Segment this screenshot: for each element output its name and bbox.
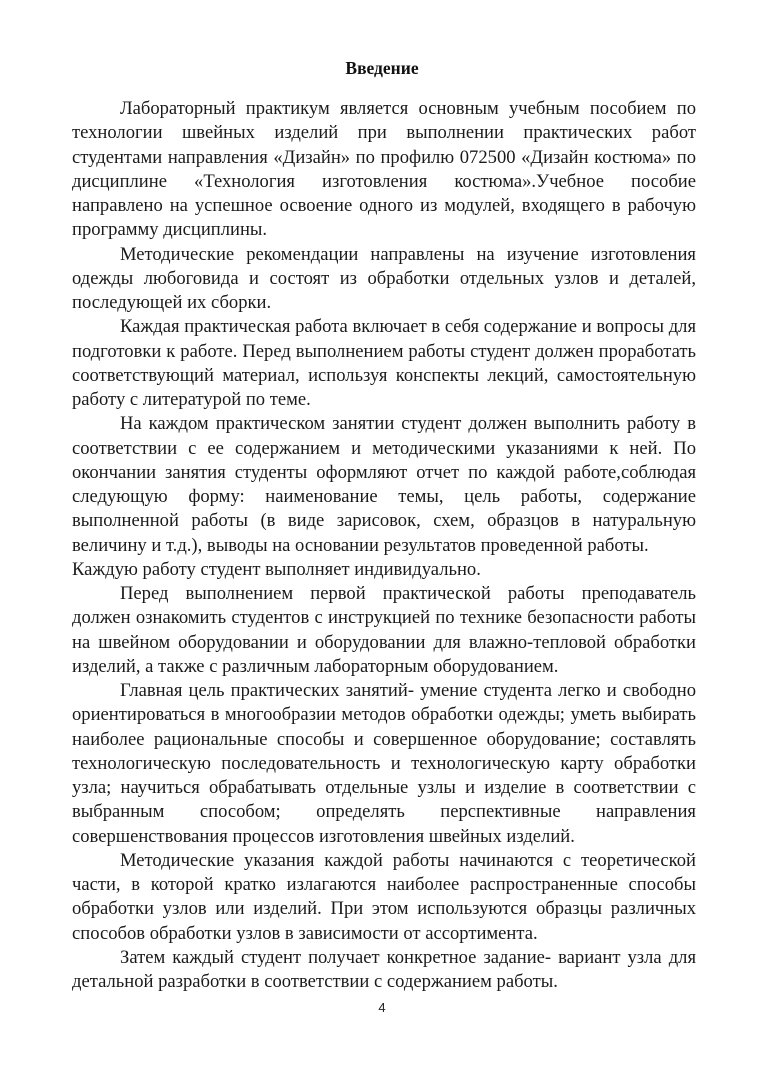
paragraph-recommendations: Методические рекомендации направлены на изучение изготовления одежды любоговида и состоят из обработки отдельных узлов и деталей, последующей их сборки.: [72, 243, 696, 313]
paragraph-practical-work: Каждая практическая работа включает в себя содержание и вопросы для подготовки к работе. Перед выполнением работы студент должен проработать соответствующий материал, используя конспекты лекций, самостоятельную работу с литературой по теме.: [72, 316, 696, 410]
paragraph-intro: Лабораторный практикум является основным учебным пособием по технологии швейных изделий при выполнении практических работ студентами направления «Дизайн» по профилю 072500 «Дизайн костюма» по дисциплине «Технология изготовления костюма».Учебное пособие направлено на успешное освоение одного из модулей, входящего в рабочую программу дисциплины.: [72, 98, 696, 241]
paragraph-safety: Перед выполнением первой практической работы преподаватель должен ознакомить студентов с инструкцией по технике безопасности работы на швейном оборудовании и оборудовании для влажно-тепловой обработки изделий, а также с различным лабораторным оборудованием.: [72, 583, 696, 677]
page-number: 4: [378, 1000, 386, 1015]
page-title: Введение: [345, 58, 419, 78]
paragraph-main-goal: Главная цель практических занятий- умение студента легко и свободно ориентироваться в многообразии методов обработки одежды; уметь выбирать наиболее рациональные способы и совершенное оборудование; составлять технологическую последовательность и технологическую карту обработки узла; научиться обрабатывать отдельные узлы и изделие в соответствии с выбранным способом; определять перспективные направления совершенствования процессов изготовления швейных изделий.: [72, 680, 696, 847]
paragraph-individual: Каждую работу студент выполняет индивидуально.: [72, 558, 481, 580]
paragraph-guidelines: Методические указания каждой работы начинаются с теоретической части, в которой кратко излагаются наиболее распространенные способы обработки узлов или изделий. При этом используются образцы различных способов обработки узлов в зависимости от ассортимента.: [72, 849, 696, 944]
body-text: [72, 97, 696, 994]
paragraph-assignment: Затем каждый студент получает конкретное задание- вариант узла для детальной разработки в соответствии с содержанием работы.: [72, 946, 696, 992]
paragraph-each-lesson: На каждом практическом занятии студент должен выполнить работу в соответствии с ее содержанием и методическими указаниями к ней. По окончании занятия студенты оформляют отчет по каждой работе,соблюдая следующую форму: наименование темы, цель работы, содержание выполненной работы (в виде зарисовок, схем, образцов в натуральную величину и т.д.), выводы на основании результатов проведенной работы.: [72, 413, 696, 556]
